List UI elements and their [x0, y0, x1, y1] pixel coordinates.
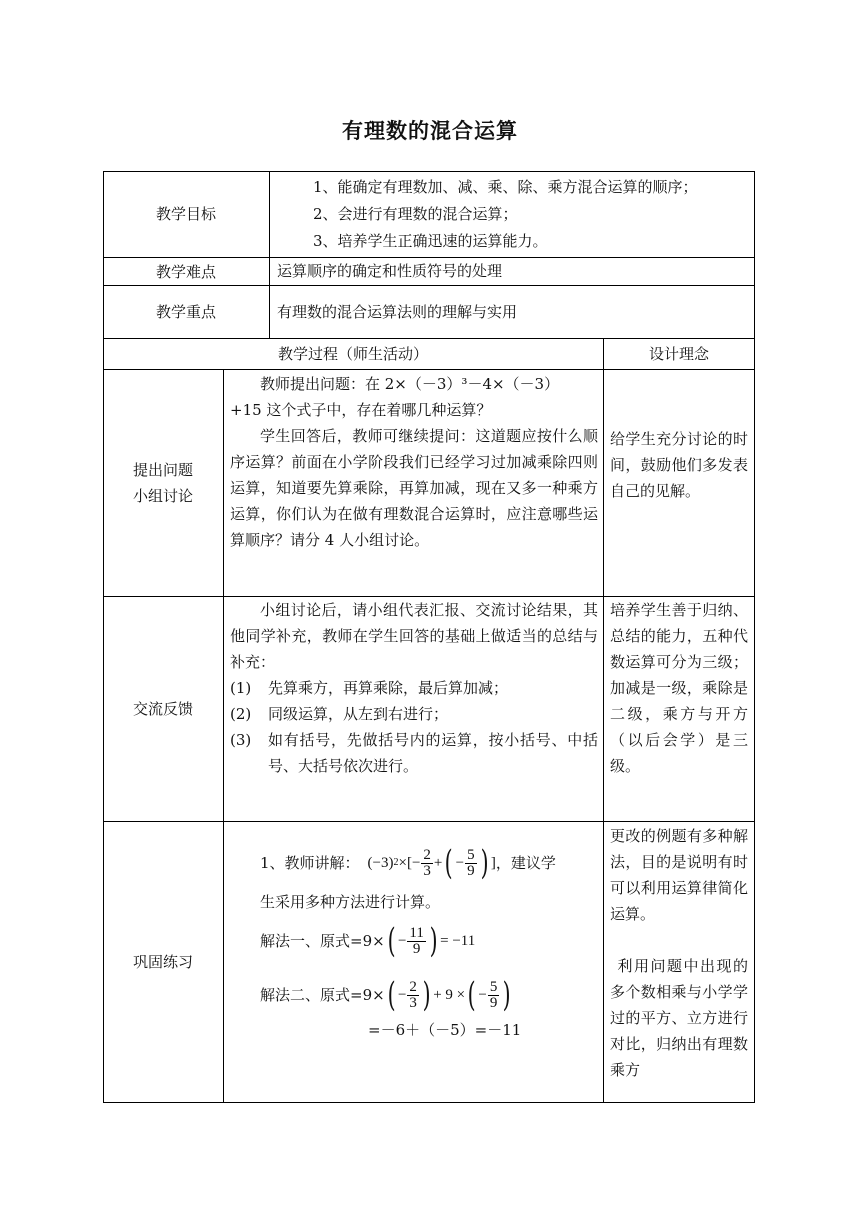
key-point-label: 教学重点	[155, 303, 216, 321]
section2-label: 交流反馈	[132, 700, 193, 718]
section3-concept-gap	[610, 927, 748, 953]
left-paren: (	[467, 975, 476, 1015]
list-item-text: 同级运算，从左到右进行；	[268, 705, 449, 723]
example-suffix: ，建议学	[495, 854, 556, 872]
list-item	[230, 727, 598, 779]
section3-concept-p2: 利用问题中出现的多个数相乘与小学学过的平方、立方进行对比，归纳出有理数乘方	[610, 957, 748, 1079]
left-paren: (	[445, 843, 454, 883]
section1-content	[230, 371, 598, 553]
example-line2: 生采用多种方法进行计算。	[260, 893, 441, 911]
method2-prefix: 解法二、原式=9×	[260, 986, 385, 1004]
objective-item: 3、培养学生正确迅速的运算能力。	[313, 232, 548, 250]
section3-concept-p1: 更改的例题有多种解法，目的是说明有时可以利用运算律简化运算。	[610, 827, 748, 923]
math-minus: −	[397, 933, 407, 949]
fraction-denominator: 3	[423, 862, 431, 879]
process-header: 教学过程（师生活动）	[277, 345, 428, 363]
column-divider	[603, 339, 604, 1103]
lesson-table	[103, 171, 755, 1103]
math-minus: −	[397, 987, 407, 1003]
section1-concept: 给学生充分讨论的时间，鼓励他们多发表自己的见解。	[610, 430, 748, 500]
fraction	[488, 980, 500, 1011]
section1-label-line2: 小组讨论	[132, 487, 193, 505]
section1-question-line1: 教师提出问题：在 2×（－3）³－4×（－3）	[260, 375, 560, 393]
list-item-number: (2)	[230, 705, 252, 723]
fraction	[407, 980, 419, 1011]
objectives-list	[313, 174, 753, 255]
concept-header: 设计理念	[648, 345, 709, 363]
column-divider	[269, 171, 270, 339]
list-item	[230, 701, 598, 727]
list-item-number: (1)	[230, 679, 252, 697]
math-exponent: 2	[393, 857, 399, 868]
list-item	[230, 675, 598, 701]
column-divider	[223, 369, 224, 1103]
section2-concept: 培养学生善于归纳、总结的能力，五种代数运算可分为三级；加减是一级，乘除是二级，乘方与开方（以后会学）是三级。	[610, 601, 748, 775]
section3-concept	[610, 823, 748, 1083]
section2-intro: 小组讨论后，请小组代表汇报、交流讨论结果，其他同学补充，教师在学生回答的基础上做适当的总结与补充：	[230, 601, 598, 671]
right-paren: )	[480, 843, 489, 883]
fraction-numerator: 2	[423, 846, 431, 863]
right-paren: )	[502, 975, 511, 1015]
math-minus: −	[478, 987, 487, 1003]
left-paren: (	[387, 975, 396, 1015]
section3-label: 巩固练习	[132, 953, 193, 971]
fraction-denominator: 9	[467, 862, 475, 879]
method1-prefix: 解法一、原式=9×	[260, 932, 385, 950]
fraction-numerator: 11	[409, 924, 424, 941]
example-prefix: 1、教师讲解：	[260, 854, 360, 872]
fraction-numerator: 5	[467, 846, 475, 863]
list-item-number: (3)	[230, 731, 252, 749]
page-title: 有理数的混合运算	[342, 119, 518, 143]
math-plus: +	[433, 855, 443, 871]
objective-item: 1、能确定有理数加、减、乘、除、乘方混合运算的顺序；	[313, 178, 698, 196]
right-paren: )	[429, 921, 438, 961]
math-minus: −	[455, 855, 465, 871]
math-plus-nine: + 9 ×	[433, 987, 466, 1003]
fraction-numerator: 5	[489, 978, 498, 995]
fraction	[407, 926, 425, 957]
right-paren: )	[422, 975, 431, 1015]
fraction	[465, 848, 477, 879]
section1-question-line2: +15 这个式子中，存在着哪几种运算？	[230, 401, 492, 419]
math-times-bracket: ×[−	[398, 855, 421, 871]
method1-line	[260, 921, 600, 961]
list-item-text: 先算乘方，再算乘除，最后算加减；	[268, 679, 509, 697]
math-base: (−3)	[367, 855, 394, 871]
fraction-numerator: 2	[409, 978, 417, 995]
table-border	[103, 1102, 755, 1103]
objective-item: 2、会进行有理数的混合运算；	[313, 205, 518, 223]
math-close-bracket: ]	[490, 855, 496, 871]
fraction-denominator: 3	[409, 994, 417, 1011]
list-item-text: 如有括号，先做括号内的运算，按小括号、中括号、大括号依次进行。	[268, 731, 598, 775]
table-border	[754, 171, 755, 1103]
fraction	[421, 848, 433, 879]
method2-result: =－6＋（－5）=－11	[368, 1021, 522, 1039]
left-paren: (	[387, 921, 396, 961]
method1-result: = −11	[440, 933, 476, 949]
objectives-label: 教学目标	[155, 205, 216, 223]
section2-content	[230, 597, 598, 779]
key-point-text: 有理数的混合运算法则的理解与实用	[277, 303, 518, 321]
fraction-denominator: 9	[412, 940, 421, 957]
section1-label-line1: 提出问题	[132, 461, 193, 479]
section3-content	[260, 843, 600, 1043]
difficulty-text: 运算顺序的确定和性质符号的处理	[277, 262, 503, 280]
section1-discussion: 学生回答后，教师可继续提问：这道题应按什么顺序运算？前面在小学阶段我们已经学习过加减乘除四则运算，知道要先算乘除，再算加减，现在又多一种乘方运算，你们认为在做有理数混合运算时，应注意哪些运算顺序？请分 4 人小组讨论。	[230, 427, 598, 549]
fraction-denominator: 9	[489, 994, 498, 1011]
section1-label	[103, 370, 223, 596]
method2-line	[260, 975, 600, 1015]
example-expression	[260, 843, 600, 883]
difficulty-label: 教学难点	[155, 262, 216, 281]
